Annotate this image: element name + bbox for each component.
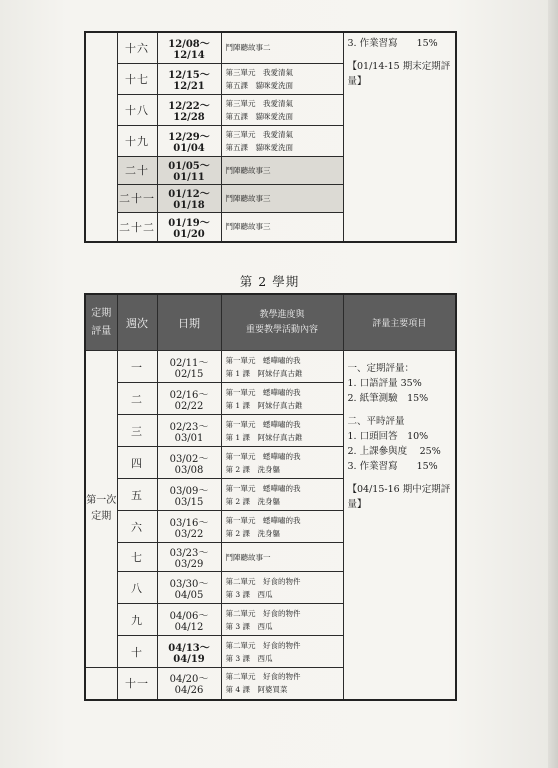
content-line: 第 2 課 洗身軀 bbox=[225, 496, 281, 506]
date-cell: 02/11～02/15 bbox=[157, 351, 221, 383]
week-cell: 十八 bbox=[117, 94, 157, 125]
table-row bbox=[85, 32, 456, 63]
content-line: 第五課 貓咪愛洗面 bbox=[225, 142, 293, 152]
date-cell: 12/15～12/21 bbox=[157, 63, 221, 94]
date-cell: 12/29～01/04 bbox=[157, 125, 221, 156]
evaluation-line: 1. 口語評量 35% bbox=[347, 378, 422, 389]
content-line: 第 3 課 西瓜 bbox=[225, 621, 273, 631]
week-cell: 二十二 bbox=[117, 212, 157, 242]
content-cell bbox=[221, 32, 343, 63]
content-cell bbox=[221, 184, 343, 212]
week-cell: 十七 bbox=[117, 63, 157, 94]
content-cell bbox=[221, 543, 343, 572]
evaluation-line: 量】 bbox=[347, 76, 367, 87]
content-line: 第五課 貓咪愛洗面 bbox=[225, 80, 293, 90]
header-week: 週次 bbox=[117, 294, 157, 351]
evaluation-line: 3. 作業習寫 15% bbox=[347, 461, 438, 472]
content-cell bbox=[221, 156, 343, 184]
content-cell bbox=[221, 572, 343, 604]
content-cell bbox=[221, 447, 343, 479]
evaluation-line: 【01/14-15 期末定期評 bbox=[347, 61, 451, 72]
page-edge-shadow bbox=[548, 0, 558, 768]
evaluation-line: 2. 紙筆測驗 15% bbox=[347, 393, 429, 404]
week-cell: 十六 bbox=[117, 32, 157, 63]
week-cell: 一 bbox=[117, 351, 157, 383]
period-cell bbox=[85, 668, 117, 700]
content-line: 第一單元 蟋嘩嘯的我 bbox=[225, 387, 301, 397]
period-cell bbox=[85, 32, 117, 242]
table-row bbox=[85, 351, 456, 383]
content-line: 第一單元 蟋嘩嘯的我 bbox=[225, 419, 301, 429]
date-cell: 12/22～12/28 bbox=[157, 94, 221, 125]
content-cell bbox=[221, 668, 343, 700]
week-cell: 八 bbox=[117, 572, 157, 604]
content-line: 第 2 課 洗身軀 bbox=[225, 528, 281, 538]
date-cell: 04/13～04/19 bbox=[157, 636, 221, 668]
date-cell: 12/08～12/14 bbox=[157, 32, 221, 63]
week-cell: 二十 bbox=[117, 156, 157, 184]
week-cell: 五 bbox=[117, 479, 157, 511]
semester-title: 第 2 學期 bbox=[239, 274, 300, 289]
date-cell: 02/16～02/22 bbox=[157, 383, 221, 415]
date-cell: 03/09～03/15 bbox=[157, 479, 221, 511]
content-line: 第 4 課 阿婆買菜 bbox=[225, 685, 288, 695]
date-cell: 01/19～01/20 bbox=[157, 212, 221, 242]
evaluation-line: 量】 bbox=[347, 499, 367, 510]
header-period-line: 定期 bbox=[91, 307, 112, 319]
content-cell bbox=[221, 511, 343, 543]
evaluation-line: 2. 上課參與度 25% bbox=[347, 446, 441, 457]
period-label: 第一次 bbox=[86, 495, 117, 506]
content-line: 鬥陣聽故事二 bbox=[225, 43, 271, 53]
week-cell: 二十一 bbox=[117, 184, 157, 212]
date-cell: 02/23～03/01 bbox=[157, 415, 221, 447]
date-cell: 03/30～04/05 bbox=[157, 572, 221, 604]
week-cell: 二 bbox=[117, 383, 157, 415]
period-cell bbox=[85, 351, 117, 668]
content-cell bbox=[221, 604, 343, 636]
content-line: 第一單元 蟋嘩嘯的我 bbox=[225, 451, 301, 461]
content-cell bbox=[221, 415, 343, 447]
content-line: 第二單元 好食的物件 bbox=[225, 608, 301, 618]
content-line: 第二單元 好食的物件 bbox=[225, 576, 301, 586]
content-line: 第一單元 蟋嘩嘯的我 bbox=[225, 355, 301, 365]
week-cell: 十九 bbox=[117, 125, 157, 156]
header-content-line: 教學進度與 bbox=[259, 309, 305, 320]
content-line: 第 1 課 阿妹仔真古錐 bbox=[225, 432, 303, 442]
evaluation-cell bbox=[343, 32, 456, 242]
header-evaluation: 評量主要項目 bbox=[343, 294, 456, 351]
header-period-line: 評量 bbox=[91, 325, 112, 337]
content-line: 第 3 課 西瓜 bbox=[225, 589, 273, 599]
header-date: 日期 bbox=[157, 294, 221, 351]
date-cell: 03/16～03/22 bbox=[157, 511, 221, 543]
content-cell bbox=[221, 125, 343, 156]
week-cell: 四 bbox=[117, 447, 157, 479]
week-cell: 九 bbox=[117, 604, 157, 636]
content-line: 第二單元 好食的物件 bbox=[225, 672, 301, 682]
week-cell: 七 bbox=[117, 543, 157, 572]
content-cell bbox=[221, 212, 343, 242]
date-cell: 03/02～03/08 bbox=[157, 447, 221, 479]
content-cell bbox=[221, 479, 343, 511]
evaluation-line: 【04/15-16 期中定期評 bbox=[347, 484, 451, 495]
header-content bbox=[221, 294, 343, 351]
content-line: 第 1 課 阿妹仔真古錐 bbox=[225, 400, 303, 410]
date-cell: 04/06～04/12 bbox=[157, 604, 221, 636]
second-semester-schedule-table bbox=[84, 293, 457, 701]
content-cell bbox=[221, 636, 343, 668]
content-cell bbox=[221, 94, 343, 125]
week-cell: 十一 bbox=[117, 668, 157, 700]
content-cell bbox=[221, 351, 343, 383]
date-cell: 03/23～03/29 bbox=[157, 543, 221, 572]
first-semester-schedule-table bbox=[84, 31, 457, 243]
content-line: 第一單元 蟋嘩嘯的我 bbox=[225, 483, 301, 493]
evaluation-line: 一、定期評量： bbox=[347, 363, 415, 374]
evaluation-line: 二、平時評量 bbox=[347, 416, 405, 427]
content-line: 第 2 課 洗身軀 bbox=[225, 464, 281, 474]
content-line: 第 3 課 西瓜 bbox=[225, 653, 273, 663]
date-cell: 04/20～04/26 bbox=[157, 668, 221, 700]
content-cell bbox=[221, 383, 343, 415]
content-line: 鬥陣聽故事三 bbox=[225, 222, 271, 232]
content-line: 第三單元 我愛清氣 bbox=[225, 67, 293, 77]
content-cell bbox=[221, 63, 343, 94]
date-cell: 01/12～01/18 bbox=[157, 184, 221, 212]
content-line: 第二單元 好食的物件 bbox=[225, 640, 301, 650]
header-content-line: 重要教學活動內容 bbox=[245, 324, 318, 335]
content-line: 第三單元 我愛清氣 bbox=[225, 129, 293, 139]
week-cell: 三 bbox=[117, 415, 157, 447]
evaluation-cell bbox=[343, 351, 456, 700]
header-period bbox=[85, 294, 117, 351]
evaluation-line: 1. 口頭回答 10% bbox=[347, 431, 429, 442]
content-line: 第一單元 蟋嘩嘯的我 bbox=[225, 515, 301, 525]
week-cell: 六 bbox=[117, 511, 157, 543]
content-line: 第五課 貓咪愛洗面 bbox=[225, 111, 293, 121]
table-header-row bbox=[85, 294, 456, 351]
content-line: 第 1 課 阿妹仔真古錐 bbox=[225, 368, 303, 378]
week-cell: 十 bbox=[117, 636, 157, 668]
content-line: 第三單元 我愛清氣 bbox=[225, 98, 293, 108]
date-cell: 01/05～01/11 bbox=[157, 156, 221, 184]
content-line: 鬥陣聽故事一 bbox=[225, 552, 271, 562]
evaluation-line: 3. 作業習寫 15% bbox=[347, 38, 438, 49]
content-line: 鬥陣聽故事三 bbox=[225, 193, 271, 203]
content-line: 鬥陣聽故事三 bbox=[225, 165, 271, 175]
period-label: 定期 bbox=[91, 511, 112, 522]
